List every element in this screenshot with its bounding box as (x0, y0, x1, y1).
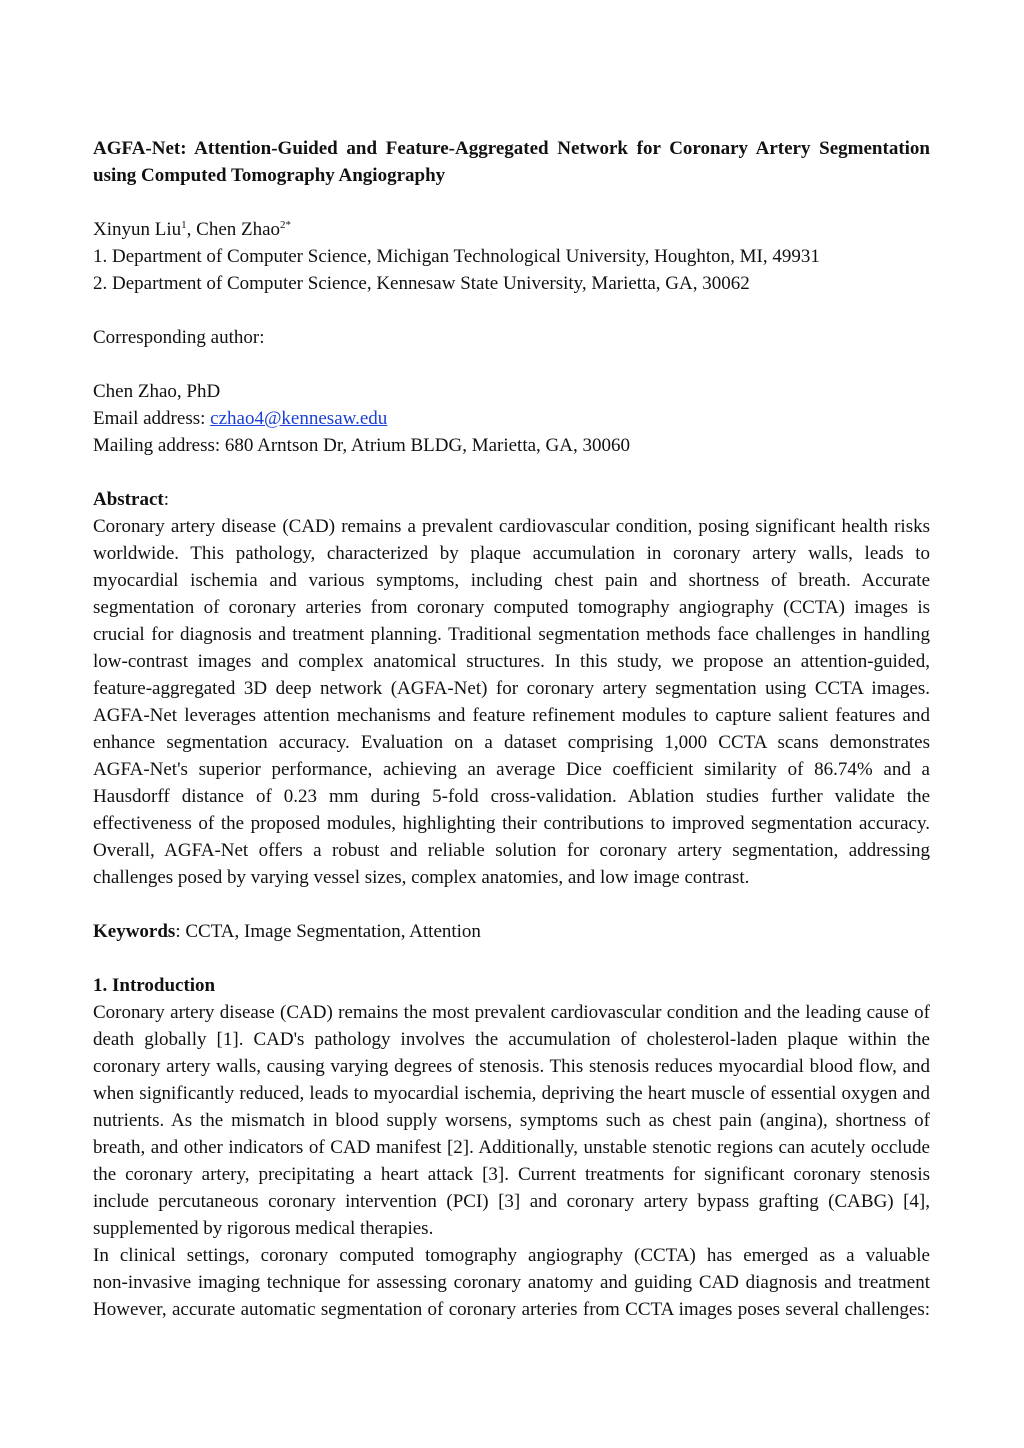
abstract-line: AGFA-Net leverages attention mechanisms and feature refinement modules to capture salient features and (93, 705, 930, 726)
paragraph-line: coronary artery walls, causing varying degrees of stenosis. This stenosis reduces myocardial blood flow, and (93, 1056, 930, 1077)
abstract-line: Coronary artery disease (CAD) remains a prevalent cardiovascular condition, posing significant health risks (93, 516, 930, 537)
abstract-line: crucial for diagnosis and treatment planning. Traditional segmentation methods face challenges in handling (93, 624, 930, 645)
paragraph (93, 1242, 930, 1323)
paragraph-line: However, accurate automatic segmentation of coronary arteries from CCTA images poses several challenges: (93, 1299, 930, 1320)
affiliation-marker: 2* (280, 219, 292, 231)
paper-page (93, 135, 930, 1323)
author-list (93, 216, 930, 243)
paragraph-line: In clinical settings, coronary computed tomography angiography (CCTA) has emerged as a valuable (93, 1245, 930, 1266)
section-heading-introduction: 1. Introduction (93, 975, 216, 996)
paragraph-line: include percutaneous coronary intervention (PCI) [3] and coronary artery bypass grafting (CABG) [4], (93, 1191, 930, 1212)
abstract-line: challenges posed by varying vessel sizes, complex anatomies, and low image contrast. (93, 867, 750, 888)
author-separator: , (186, 219, 197, 240)
abstract-line: feature-aggregated 3D deep network (AGFA-Net) for coronary artery segmentation using CCTA images. (93, 678, 930, 699)
paragraph-line: supplemented by rigorous medical therapies. (93, 1218, 434, 1239)
paper-title-line-1: AGFA-Net: Attention-Guided and Feature-Aggregated Network for Coronary Artery Segmentation (93, 138, 930, 159)
abstract-line: low-contrast images and complex anatomical structures. In this study, we propose an attention-guided, (93, 651, 930, 672)
paragraph-line: breath, and other indicators of CAD manifest [2]. Additionally, unstable stenotic regions can acutely occlude (93, 1137, 930, 1158)
abstract-line: effectiveness of the proposed modules, highlighting their contributions to improved segmentation accuracy. (93, 813, 930, 834)
abstract-line: enhance segmentation accuracy. Evaluation on a dataset comprising 1,000 CCTA scans demonstrates (93, 732, 930, 753)
abstract-line: Hausdorff distance of 0.23 mm during 5-fold cross-validation. Ablation studies further validate the (93, 786, 930, 807)
paper-title-line-2: using Computed Tomography Angiography (93, 165, 446, 186)
paragraph-line: nutrients. As the mismatch in blood supply worsens, symptoms such as chest pain (angina), shortness of (93, 1110, 930, 1131)
affiliation: 1. Department of Computer Science, Michigan Technological University, Houghton, MI, 49931 (93, 246, 820, 267)
corresponding-author-name: Chen Zhao, PhD (93, 381, 221, 402)
abstract-colon: : (163, 489, 169, 510)
abstract-line: AGFA-Net's superior performance, achieving an average Dice coefficient similarity of 86.74% and a (93, 759, 930, 780)
paragraph-line: death globally [1]. CAD's pathology involves the accumulation of cholesterol-laden plaque within the (93, 1029, 930, 1050)
email-label: Email address: (93, 408, 211, 429)
paragraph-line: non-invasive imaging technique for assessing coronary anatomy and guiding CAD diagnosis and treatment (93, 1272, 930, 1293)
introduction-body (93, 999, 930, 1323)
affiliation-marker: 1 (181, 219, 187, 231)
keywords (93, 918, 930, 945)
abstract-heading-text: Abstract (93, 489, 164, 510)
paragraph (93, 999, 930, 1242)
paragraph-line: when significantly reduced, leads to myocardial ischemia, depriving the heart muscle of essential oxygen and (93, 1083, 930, 1104)
email-line (93, 405, 930, 432)
corresponding-author-label: Corresponding author: (93, 327, 265, 348)
paragraph-line: Coronary artery disease (CAD) remains the most prevalent cardiovascular condition and the leading cause of (93, 1002, 930, 1023)
keywords-label: Keywords (93, 921, 176, 942)
author-name: Chen Zhao (196, 219, 281, 240)
abstract-body (93, 513, 930, 891)
abstract-line: myocardial ischemia and various symptoms, including chest pain and shortness of breath. Accurate (93, 570, 930, 591)
keywords-text: : CCTA, Image Segmentation, Attention (175, 921, 481, 942)
abstract-line: segmentation of coronary arteries from coronary computed tomography angiography (CCTA) images is (93, 597, 930, 618)
abstract-line: worldwide. This pathology, characterized by plaque accumulation in coronary artery walls, leads to (93, 543, 930, 564)
abstract-heading (93, 486, 930, 513)
paragraph-line: the coronary artery, precipitating a heart attack [3]. Current treatments for significant coronary stenosis (93, 1164, 930, 1185)
affiliation: 2. Department of Computer Science, Kennesaw State University, Marietta, GA, 30062 (93, 273, 750, 294)
author-name: Xinyun Liu (93, 219, 182, 240)
email-link[interactable]: czhao4@kennesaw.edu (210, 408, 388, 429)
abstract-line: Overall, AGFA-Net offers a robust and reliable solution for coronary artery segmentation, addressing (93, 840, 930, 861)
mailing-address: Mailing address: 680 Arntson Dr, Atrium BLDG, Marietta, GA, 30060 (93, 435, 630, 456)
